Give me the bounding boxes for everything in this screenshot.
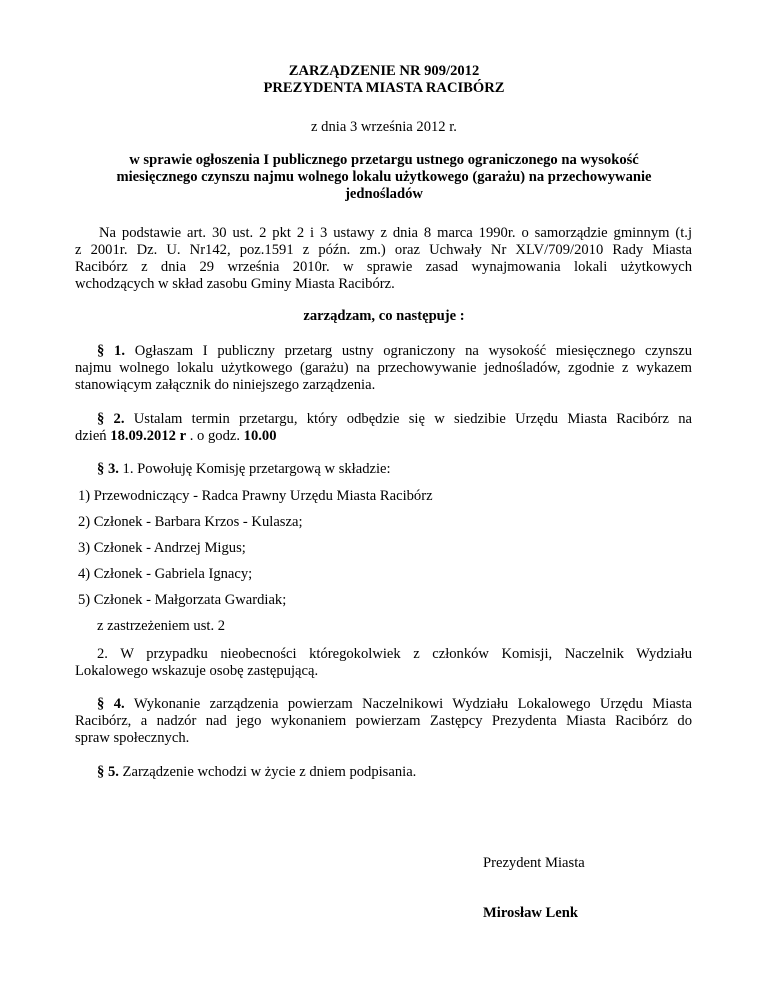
section2-line1 (97, 411, 692, 428)
document-title-line1: ZARZĄDZENIE NR 909/2012 (288, 63, 480, 79)
section2-time-prefix: . o godz. (189, 428, 240, 444)
section4-line2: Racibórz, a nadzór nad jego wykonaniem powierzam Zastępcy Prezydenta Miasta Racibórz do (75, 713, 692, 729)
section4-line3: spraw społecznych. (75, 730, 190, 746)
section2-line2 (75, 428, 277, 445)
signature-title: Prezydent Miasta (483, 855, 585, 871)
section3-marker: § 3. (97, 461, 119, 477)
section1-line2: najmu wolnego lokalu użytkowego (garażu) na przechowywanie jednośladów, zgodnie z wykazem (75, 360, 692, 376)
section4-text: Wykonanie zarządzenia powierzam Naczelnikowi Wydziału Lokalowego Urzędu Miasta (133, 696, 693, 712)
section3-intro-text: 1. Powołuję Komisję przetargową w składzie: (122, 461, 391, 477)
subject-line1: w sprawie ogłoszenia I publicznego przetargu ustnego ograniczonego na wysokość (129, 152, 639, 168)
section2-text: Ustalam termin przetargu, który odbędzie się w siedzibie Urzędu Miasta Racibórz na (133, 411, 693, 427)
section2-marker: § 2. (97, 411, 125, 427)
section3-reservation: z zastrzeżeniem ust. 2 (97, 618, 226, 634)
subject-line3: jednośladów (345, 186, 423, 202)
section5 (97, 764, 416, 781)
signature-name: Mirosław Lenk (483, 905, 579, 921)
document-date: z dnia 3 września 2012 r. (311, 119, 457, 135)
section4-line1 (97, 696, 692, 713)
committee-member: 1) Przewodniczący - Radca Prawny Urzędu Miasta Racibórz (78, 488, 433, 504)
section1-marker: § 1. (97, 343, 125, 359)
section3-point2-line2: Lokalowego wskazuje osobę zastępującą. (75, 663, 319, 679)
section3-point2-line1: 2. W przypadku nieobecności któregokolwiek z członków Komisji, Naczelnik Wydziału (97, 646, 692, 662)
preamble-line3: Racibórz z dnia 29 września 2010r. w sprawie zasad wynajmowania lokali użytkowych (75, 259, 692, 275)
auction-date: 18.09.2012 r (110, 428, 187, 444)
decree-phrase: zarządzam, co następuje : (303, 308, 465, 324)
committee-member: 2) Członek - Barbara Krzos - Kulasza; (78, 514, 303, 530)
subject-line2: miesięcznego czynszu najmu wolnego lokalu użytkowego (garażu) na przechowywanie (116, 169, 652, 185)
section5-marker: § 5. (97, 764, 119, 780)
preamble-line2: z 2001r. Dz. U. Nr142, poz.1591 z późn. zm.) oraz Uchwały Nr XLV/709/2010 Rady Miasta (75, 242, 692, 258)
section2-date-prefix: dzień (75, 428, 107, 444)
section5-text: Zarządzenie wchodzi w życie z dniem podpisania. (122, 764, 417, 780)
section3-intro (97, 461, 391, 478)
document-title-line2: PREZYDENTA MIASTA RACIBÓRZ (263, 80, 505, 96)
preamble-line4: wchodzących w skład zasobu Gminy Miasta Racibórz. (75, 276, 395, 292)
committee-member: 5) Członek - Małgorzata Gwardiak; (78, 592, 287, 608)
committee-member: 3) Członek - Andrzej Migus; (78, 540, 246, 556)
committee-member: 4) Członek - Gabriela Ignacy; (78, 566, 253, 582)
section1-line3: stanowiącym załącznik do niniejszego zarządzenia. (75, 377, 376, 393)
auction-time: 10.00 (243, 428, 277, 444)
preamble-line1: Na podstawie art. 30 ust. 2 pkt 2 i 3 ustawy z dnia 8 marca 1990r. o samorządzie gminnym (t.j (99, 225, 692, 241)
section4-marker: § 4. (97, 696, 125, 712)
section1-line1 (97, 343, 692, 360)
section1-text: Ogłaszam I publiczny przetarg ustny ograniczony na wysokość miesięcznego czynszu (134, 343, 692, 359)
